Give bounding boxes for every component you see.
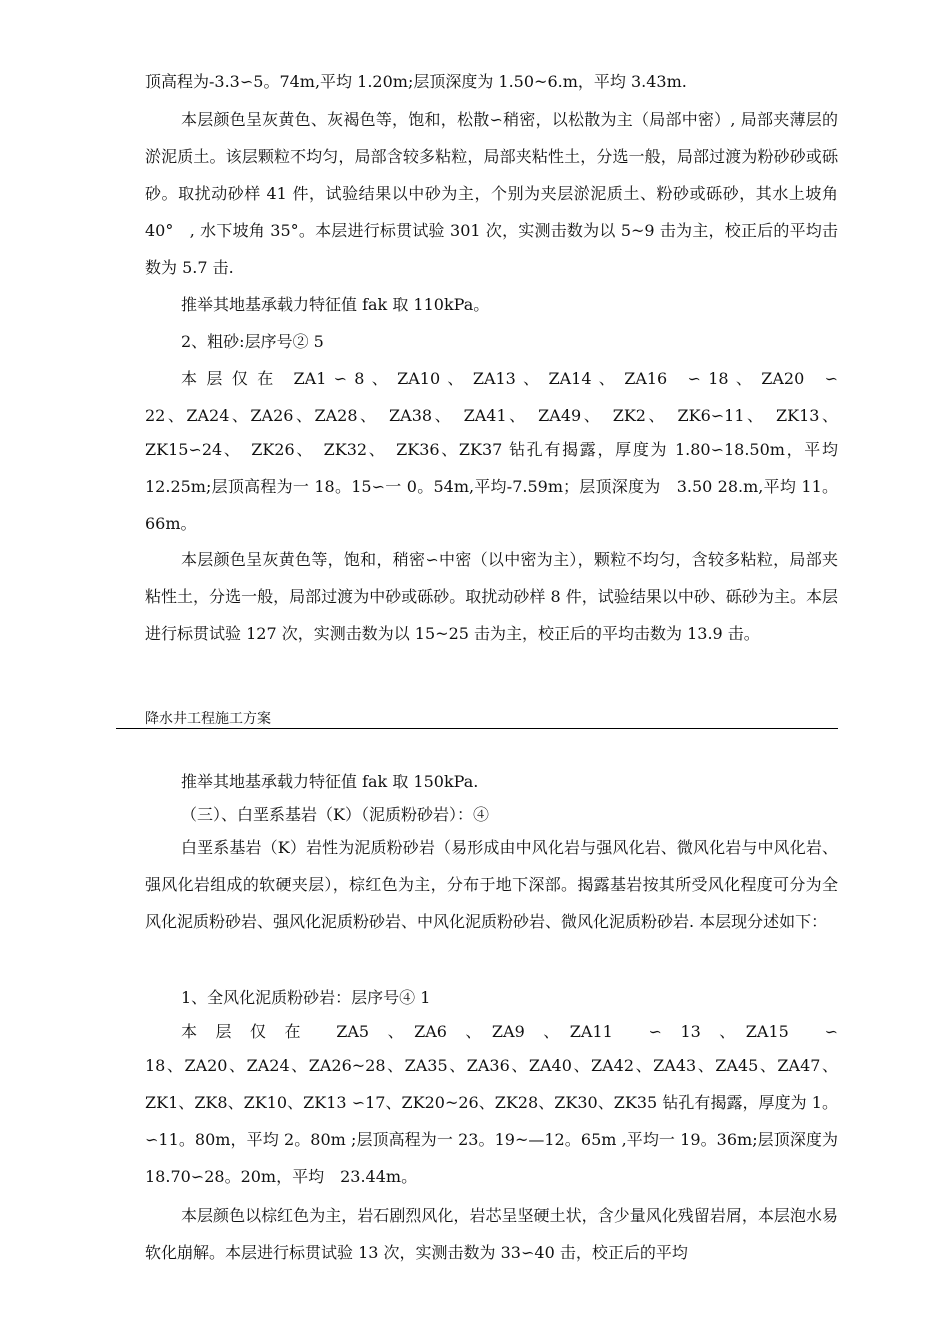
running-header-title: 降水井工程施工方案 [145, 711, 271, 727]
fully-weathered-boreholes-rest: 18、ZA20、ZA24、ZA26~28、ZA35、ZA36、ZA40、ZA42、ZA43、ZA45、ZA47、ZK1、ZK8、ZK10、ZK13 ∽17、ZK20~26、ZK28、ZK30、ZK35 钻孔有揭露，厚度为 1。 ∽11。80m，平均 2。80m ;层顶高程为一 23。19~—12。65m ,平均一 19。36m;层顶深度为 18.70∽28。20m，平均 23.44m。 [145, 1056, 838, 1186]
paragraph-fully-weathered-description: 本层颜色以棕红色为主，岩石剧烈风化，岩芯呈坚硬土状，含少量风化残留岩屑，本层泡水易软化崩解。本层进行标贯试验 13 次，实测击数为 33∽40 击，校正后的平均 [145, 1206, 838, 1262]
coarse-sand-boreholes-line-2: 22、ZA24、ZA26、ZA28、 ZA38、 ZA41、 ZA49、 ZK2、 ZK6∽11、 ZK13、 [145, 406, 838, 425]
bearing-capacity-line-1: 推举其地基承载力特征值 fak 取 110kPa。 [181, 295, 490, 314]
paragraph-coarse-sand-description: 本层颜色呈灰黄色等，饱和，稍密∽中密（以中密为主），颗粒不均匀，含较多粘粒，局部夹粘性土，分选一般，局部过渡为中砂或砾砂。取扰动砂样 8 件，试验结果以中砂、砾砂为主。本层进行标贯试验 127 次，实测击数为以 15~25 击为主，校正后的平均击数为 13.9 击。 [145, 550, 838, 643]
fully-weathered-boreholes-line-1: 本 层 仅 在 ZA5 、 ZA6 、 ZA9 、 ZA11 ∽ 13 、 ZA15 ∽ [181, 1022, 838, 1041]
paragraph-medium-sand-description: 本层颜色呈灰黄色、灰褐色等，饱和，松散∽稍密，以松散为主（局部中密）, 局部夹薄层的淤泥质土。该层颗粒不均匀，局部含较多粘粒，局部夹粘性土，分选一般，局部过渡为粉砂砂或砾砂。取扰动砂样 41 件，试验结果以中砂为主，个别为夹层淤泥质土、粉砂或砾砂，其水上坡角 40° , 水下坡角 35°。本层进行标贯试验 301 次，实测击数为以 5~9 击为主，校正后的平均击数为 5.7 击. [145, 110, 838, 277]
coarse-sand-boreholes-line-1: 本 层 仅 在 ZA1 ∽ 8 、 ZA10 、 ZA13 、 ZA14 、 ZA16 ∽ 18 、 ZA20 ∽ [181, 369, 838, 388]
heading-coarse-sand: 2、粗砂:层序号② 5 [181, 332, 324, 351]
paragraph-continuation: 顶高程为-3.3∽5。74m,平均 1.20m;层顶深度为 1.50~6.m，平均 3.43m. [145, 72, 687, 91]
header-divider [116, 728, 838, 729]
heading-fully-weathered-siltstone: 1、全风化泥质粉砂岩：层序号④ 1 [181, 988, 431, 1007]
paragraph-bedrock-description: 白垩系基岩（K）岩性为泥质粉砂岩（易形成由中风化岩与强风化岩、微风化岩与中风化岩、强风化岩组成的软硬夹层），棕红色为主，分布于地下深部。揭露基岩按其所受风化程度可分为全风化泥质粉砂岩、强风化泥质粉砂岩、中风化泥质粉砂岩、微风化泥质粉砂岩. 本层现分述如下： [145, 838, 838, 931]
heading-cretaceous-bedrock: （三）、白垩系基岩（K）（泥质粉砂岩）：④ [181, 805, 489, 824]
bearing-capacity-line-2: 推举其地基承载力特征值 fak 取 150kPa. [181, 772, 479, 791]
coarse-sand-boreholes-rest: ZK15∽24、 ZK26、 ZK32、 ZK36、ZK37 钻孔有揭露，厚度为 1.80∽18.50m，平均 12.25m;层顶高程为一 18。15∽一 0。54m,平均-7.59m；层顶深度为 3.50 28.m,平均 11。66m。 [145, 440, 838, 533]
